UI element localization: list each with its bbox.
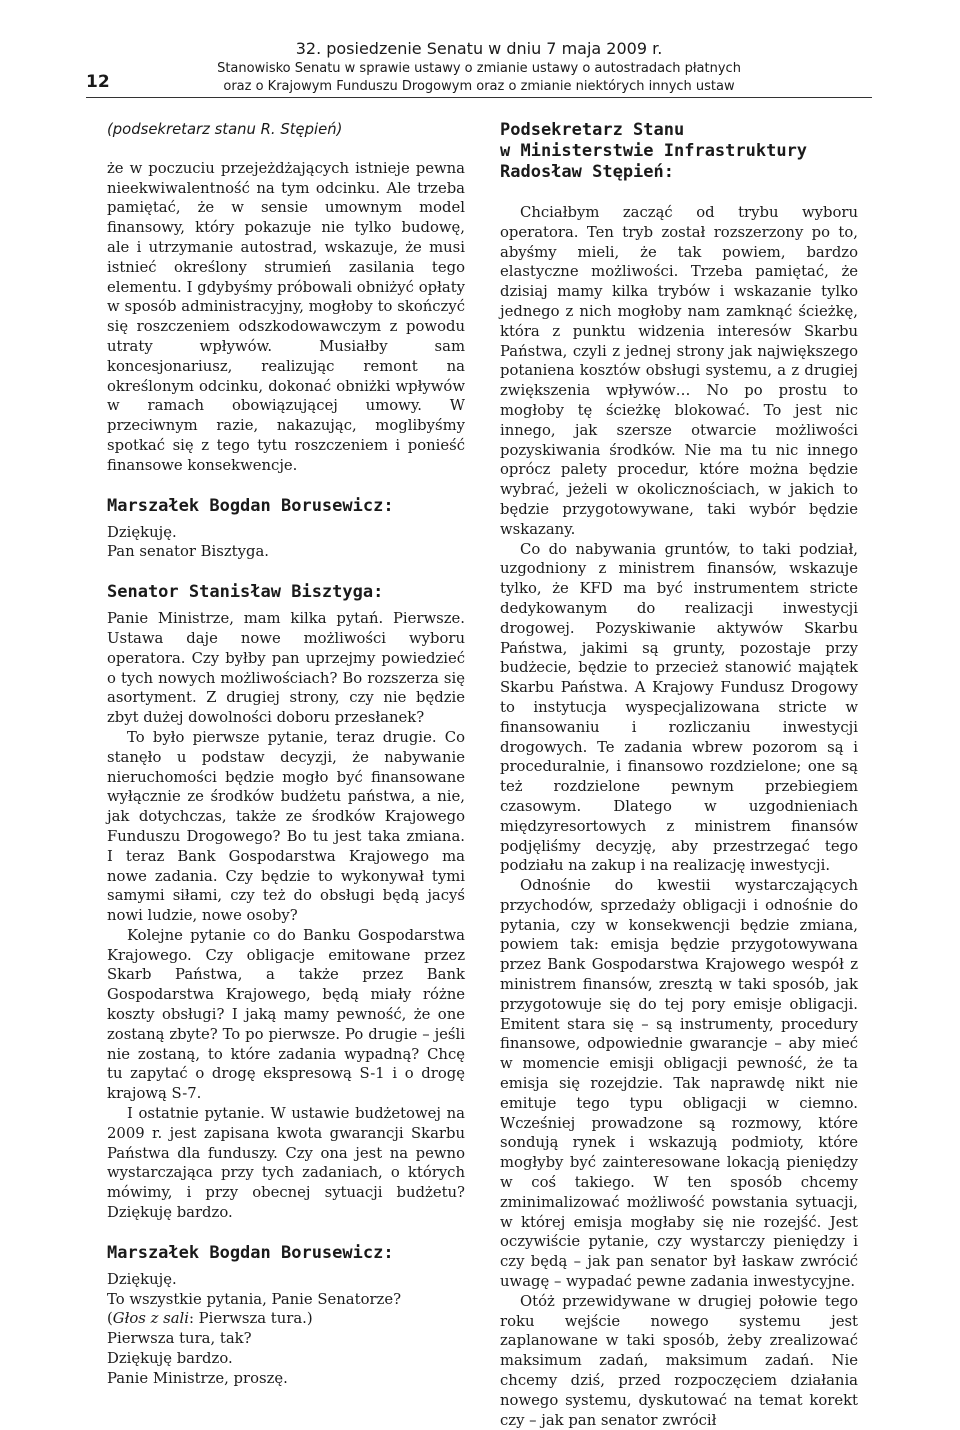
- document-subtitle-line1: Stanowisko Senatu w sprawie ustawy o zmianie ustawy o autostradach płatnych: [217, 61, 741, 76]
- paragraph: Odnośnie do kwestii wystarczających przychodów, sprzedaży obligacji i odnośnie do pytania, czy w konsekwencji będzie zmiana, powiem tak: emisja będzie przygotowywana przez Bank Gospodarstwa Krajowego wespół z ministrem finansów, zresztą w taki sposób, jak przygotowuje się do tej pory emisje obligacji. Emitent stara się – są instrumenty, procedury finansowe, odpowiednie gwarancje – aby mieć w momencie emisji obligacji pewność, że ta emisja się rozejdzie. Tak naprawdę nikt nie emituje tego typu obligacji w ciemno. Wcześniej prowadzone są rozmowy, które sondują rynek i wskazują podmioty, które mogłyby być zainteresowane lokacją pieniędzy w coś takiego. W ten sposób chcemy zminimalizować możliwość powstania sytuacji, w której emisja mogłaby się nie rozejść. Jest oczywiście pytanie, czy wystarczy pieniędzy i czy będą – jak pan senator był łaskaw zwrócić uwagę – wypadać pewne zadania inwestycyjne.: [500, 877, 858, 1291]
- page-header: [86, 38, 872, 96]
- speech-line: Pierwsza tura, tak?: [107, 1330, 252, 1348]
- speech-line: To wszystkie pytania, Panie Senatorze?: [107, 1290, 402, 1308]
- speech-line: Dziękuję.: [107, 1270, 177, 1288]
- left-column: [107, 120, 465, 1389]
- interjection-source: Głos z sali: [112, 1310, 189, 1328]
- spacer: [107, 476, 465, 496]
- paragraph: Co do nabywania gruntów, to taki podział, uzgodniony z ministrem finansów, wskazuje tylko, że KFD ma być instrumentem stricte dedykowanym do realizacji inwestycji drogowej. Pozyskiwanie aktywów Skarbu Państwa, jakimi są grunty, pozostaje przy budżecie, będzie to przecież stanowić majątek Skarbu Państwa. A Krajowy Fundusz Drogowy to instytucja wyspecjalizowana stricte w finansowaniu i rozliczaniu inwestycji drogowych. Te zadania wbrew pozorom są i proceduralnie, i finansowo rozdzielone; one są też rozdzielone pewnym przebiegiem czasowym. Dlatego w uzgodnieniach międzyresortowych z ministrem finansów podjęliśmy decyzję, aby przestrzegać tego podziału na zakup i na realizację inwestycji.: [500, 540, 858, 875]
- spacer: [500, 189, 858, 203]
- speaker-title: Podsekretarz Stanu: [500, 120, 685, 140]
- paragraph: Chciałbym zacząć od trybu wyboru operatora. Ten tryb został rozszerzony po to, abyśmy mieli, że tak powiem, bardzo elastyczne możliwości. Trzeba pamiętać, że dzisiaj mamy kilka trybów i wskazanie tylko jednego z nich mogłoby nam zamknąć ścieżkę, która z punktu widzenia interesów Skarbu Państwa, czyli z jednej strony jak największego potaniena kosztów obsługi systemu, a z drugiej zwiększenia wpływów… No po prostu to mogłoby tę ścieżkę blokować. To jest nic innego, jak szersze otwarcie możliwości pozyskiwania środków. Nie ma tu nic innego oprócz palety procedur, które można będzie wybrać, jeżeli w okolicznościach, w jakich to będzie przygotowywane, taki wybór będzie wskazany.: [500, 204, 858, 538]
- continuation-note: (podsekretarz stanu R. Stępień): [107, 121, 343, 138]
- paragraph: I ostatnie pytanie. W ustawie budżetowej na 2009 r. jest zapisana kwota gwarancji Skarbu Państwa dla funduszy. Czy ona jest na pewno wystarczająca przy tych zadaniach, o których mówimy, i przy obecnej sytuacji budżetu? Dziękuję bardzo.: [107, 1105, 465, 1222]
- spacer: [107, 562, 465, 582]
- paragraph: Kolejne pytanie co do Banku Gospodarstwa Krajowego. Czy obligacje emitowane przez Skarb Państwa, a także przez Bank Gospodarstwa Krajowego, będą miały różne koszty obsługi? I jaką mamy pewność, że one zostaną zbyte? To po pierwsze. Po drugie – jeśli nie zostaną, to które zadania wypadną? Chcę tu zapytać o drogę ekspresową S-1 i o drogę krajową S-7.: [107, 926, 465, 1103]
- paragraph: że w poczuciu przejeżdżających istnieje pewna nieekwiwalentność na tym odcinku. Ale trzeba pamiętać, że w sensie umownym model finansowy, który pokazuje nie tylko budowę, ale i utrzymanie autostrad, wskazuje, że musi istnieć określony strumień zasilania tego elementu. I gdybyśmy próbowali obniżyć opłaty w sposób administracyjny, mogłoby to skończyć się roszczeniem odszkodowawczym z powodu utraty wpływów. Musiałby sam koncesjonariusz, realizując remont na określonym odcinku, dokonać obniżki wpływów w ramach obowiązującej umowy. W przeciwnym razie, nakazując, moglibyśmy spotkać się z tego tytu roszczeniem i ponieść finansowe konsekwencje.: [107, 159, 465, 474]
- header-text: [86, 38, 872, 95]
- header-divider: [86, 97, 872, 98]
- paragraph: Otóż przewidywane w drugiej połowie tego roku wejście nowego systemu jest zaplanowane w taki sposób, żeby zrealizować maksimum zadań, maksimum zadań. Nie chcemy dziś, przed rozpoczęciem działania nowego systemu, dyskutować na temat korekt czy – jak pan senator zwrócił: [500, 1292, 858, 1429]
- speaker-name: Radosław Stępień:: [500, 162, 674, 182]
- right-column: [500, 120, 858, 1430]
- paragraph: To było pierwsze pytanie, teraz drugie. Co stanęło u podstaw decyzji, że nabywanie nieruchomości będzie mogło być finansowane wyłącznie ze środków budżetu państwa, a nie, jak dotychczas, także ze środków Krajowego Funduszu Drogowego? Bo tu jest taka zmiana. I teraz Bank Gospodarstwa Krajowego ma nowe zadania. Czy będzie to wykonywał tymi samymi siłami, czy też do obsługi będą jacyś nowi ludzie, nowe osoby?: [107, 728, 465, 925]
- interjection-text: : Pierwsza tura.): [188, 1310, 313, 1328]
- session-title: 32. posiedzenie Senatu w dniu 7 maja 2009 r.: [295, 39, 663, 58]
- paragraph: Panie Ministrze, mam kilka pytań. Pierwsze. Ustawa daje nowe możliwości wyboru operatora. Czy byłby pan uprzejmy powiedzieć o tych nowych możliwościach? Bo rozszerza się asortyment. Z drugiej strony, czy nie będzie zbyt dużej dowolności doboru przesłanek?: [107, 610, 465, 727]
- speech-line: Dziękuję bardzo.: [107, 1350, 233, 1368]
- speaker-heading: Marszałek Bogdan Borusewicz:: [107, 1242, 394, 1263]
- speaker-heading: [500, 120, 858, 183]
- document-subtitle-line2: oraz o Krajowym Funduszu Drogowym oraz o zmianie niektórych innych ustaw: [223, 78, 735, 94]
- interjection-open: (: [107, 1310, 113, 1328]
- page-number: 12: [86, 72, 110, 92]
- spacer: [107, 1223, 465, 1243]
- speech-line: Dziękuję.: [107, 523, 177, 541]
- speaker-heading: Senator Stanisław Bisztyga:: [107, 582, 384, 603]
- speaker-heading: Marszałek Bogdan Borusewicz:: [107, 495, 394, 516]
- interjection: [107, 1309, 465, 1329]
- speaker-ministry: w Ministerstwie Infrastruktury: [500, 141, 808, 161]
- speech-line: Pan senator Bisztyga.: [107, 543, 269, 561]
- speech-line: Panie Ministrze, proszę.: [107, 1369, 288, 1387]
